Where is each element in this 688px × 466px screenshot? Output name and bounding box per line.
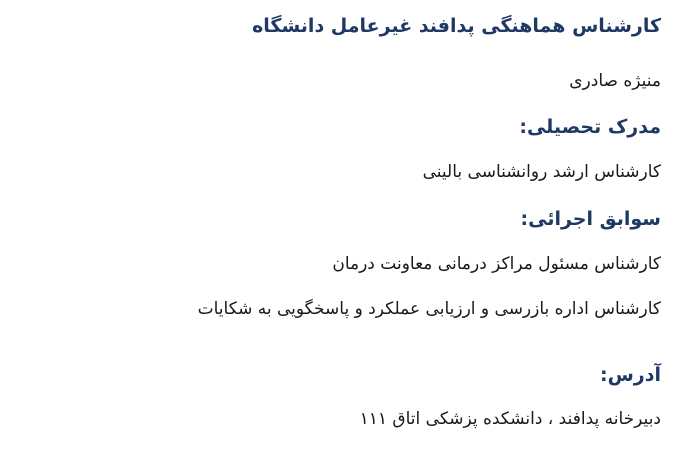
education-degree: کارشناس ارشد روانشناسی بالینی	[422, 162, 661, 182]
address-value: دبیرخانه پدافند ، دانشکده پزشکی اتاق ۱۱۱	[359, 409, 661, 429]
person-name: منیژه صادری	[569, 71, 661, 91]
page-title: کارشناس هماهنگی پدافند غیرعامل دانشگاه	[252, 15, 661, 37]
experience-heading: سوابق اجرائی:	[520, 208, 661, 230]
experience-item: کارشناس مسئول مراکز درمانی معاونت درمان	[332, 254, 661, 274]
address-heading: آدرس:	[599, 364, 661, 386]
education-heading: مدرک تحصیلی:	[519, 116, 661, 138]
experience-item: کارشناس اداره بازرسی و ارزیابی عملکرد و پاسخگویی به شکایات	[197, 299, 661, 319]
